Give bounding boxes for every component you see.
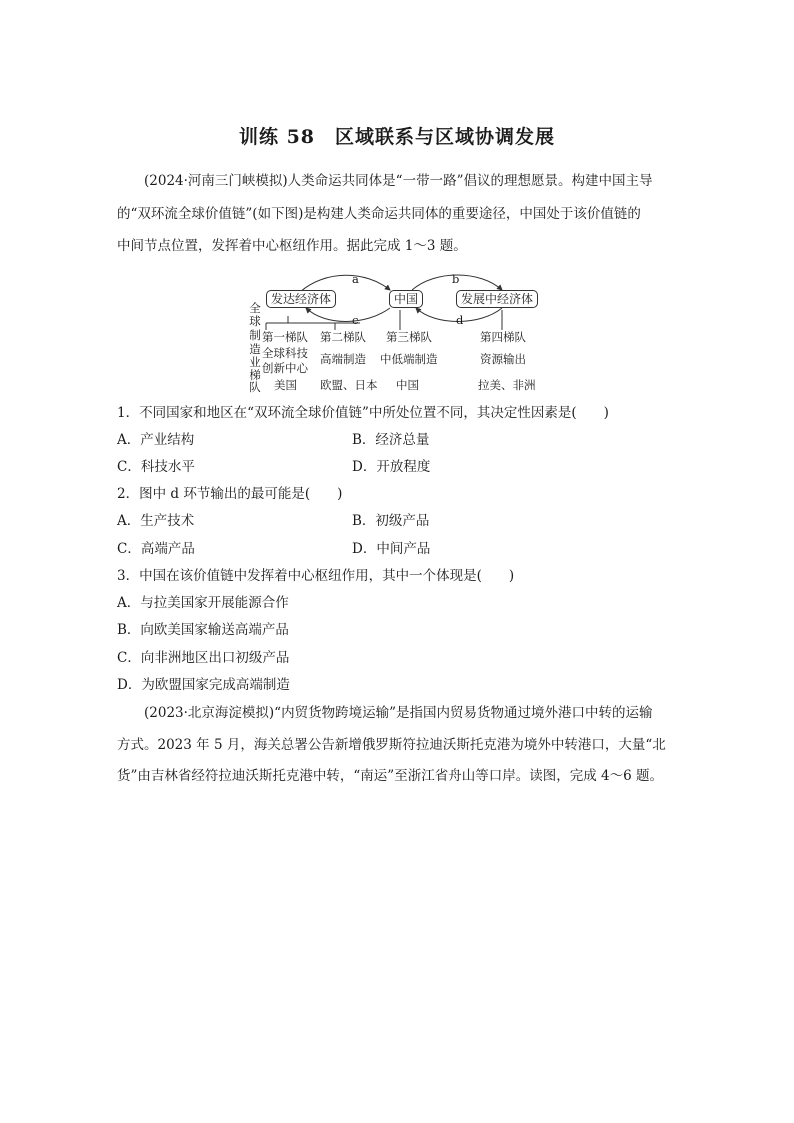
tier4-role1: 资源输出	[480, 352, 526, 366]
vertical-label-5: 业	[249, 355, 261, 369]
tier4-region: 拉美、非洲	[478, 378, 536, 392]
vertical-label-3: 制	[249, 328, 261, 342]
question-2-option-b: B．初级产品	[352, 513, 430, 529]
label-d: d	[456, 313, 464, 327]
question-2-option-a: A．生产技术	[117, 513, 195, 529]
tier3-name: 第三梯队	[386, 330, 432, 344]
box-developing-economies: 发展中经济体	[456, 290, 538, 308]
label-b: b	[452, 272, 460, 286]
question-2-stem: 2．图中 d 环节输出的最可能是( )	[117, 486, 343, 502]
question-1-stem: 1．不同国家和地区在“双环流全球价值链”中所处位置不同，其决定性因素是( )	[117, 405, 609, 421]
question-2-option-c: C．高端产品	[117, 541, 195, 557]
intro2-line-2: 方式。2023 年 5 月，海关总署公告新增俄罗斯符拉迪沃斯托克港为境外中转港口，大量“北	[117, 737, 666, 753]
question-3-option-a: A．与拉美国家开展能源合作	[117, 595, 289, 611]
vertical-label-7: 队	[249, 380, 261, 394]
tier1-region: 美国	[274, 378, 297, 392]
tier1-role2: 创新中心	[262, 361, 308, 375]
intro1-line-3: 中间节点位置，发挥着中心枢纽作用。据此完成 1～3 题。	[117, 238, 467, 254]
page-title: 训练 58 区域联系与区域协调发展	[238, 126, 556, 148]
question-3-option-d: D．为欧盟国家完成高端制造	[117, 677, 290, 693]
vertical-label-1: 全	[249, 301, 261, 315]
box-developed-economies: 发达经济体	[266, 290, 336, 308]
question-1-option-d: D．开放程度	[352, 459, 431, 475]
tier2-name: 第二梯队	[320, 330, 366, 344]
intro2-line-3: 货”由吉林省经符拉迪沃斯托克港中转，“南运”至浙江省舟山等口岸。读图，完成 4～6 题。	[117, 768, 663, 784]
question-1-option-c: C．科技水平	[117, 459, 195, 475]
tier3-region: 中国	[396, 378, 419, 392]
intro1-line-1: (2024·河南三门峡模拟)人类命运共同体是“一带一路”倡议的理想愿景。构建中国主导	[144, 173, 653, 189]
box-china: 中国	[389, 290, 423, 308]
tier4-name: 第四梯队	[480, 330, 526, 344]
arrow-c	[306, 308, 390, 322]
tier3-role1: 中低端制造	[380, 352, 438, 366]
tier2-role1: 高端制造	[320, 352, 366, 366]
tier1-role1: 全球科技	[262, 346, 308, 360]
question-3-stem: 3．中国在该价值链中发挥着中心枢纽作用，其中一个体现是( )	[117, 568, 515, 584]
vertical-label-2: 球	[249, 314, 261, 328]
question-3-option-c: C．向非洲地区出口初级产品	[117, 650, 290, 666]
intro2-line-1: (2023·北京海淀模拟)“内贸货物跨境运输”是指国内贸易货物通过境外港口中转的运输	[144, 705, 653, 721]
tier1-name: 第一梯队	[262, 330, 308, 344]
label-a: a	[352, 272, 359, 286]
tier2-region: 欧盟、日本	[320, 378, 378, 392]
question-1-option-b: B．经济总量	[352, 432, 430, 448]
vertical-label-4: 造	[249, 342, 261, 356]
label-c: c	[352, 313, 359, 327]
intro1-line-2: 的“双环流全球价值链”(如下图)是构建人类命运共同体的重要途径，中国处于该价值链的	[117, 206, 641, 222]
value-chain-diagram	[240, 270, 570, 396]
vertical-label-6: 梯	[249, 368, 261, 382]
question-3-option-b: B．向欧美国家输送高端产品	[117, 622, 289, 638]
question-2-option-d: D．中间产品	[352, 541, 431, 557]
question-1-option-a: A．产业结构	[117, 432, 195, 448]
